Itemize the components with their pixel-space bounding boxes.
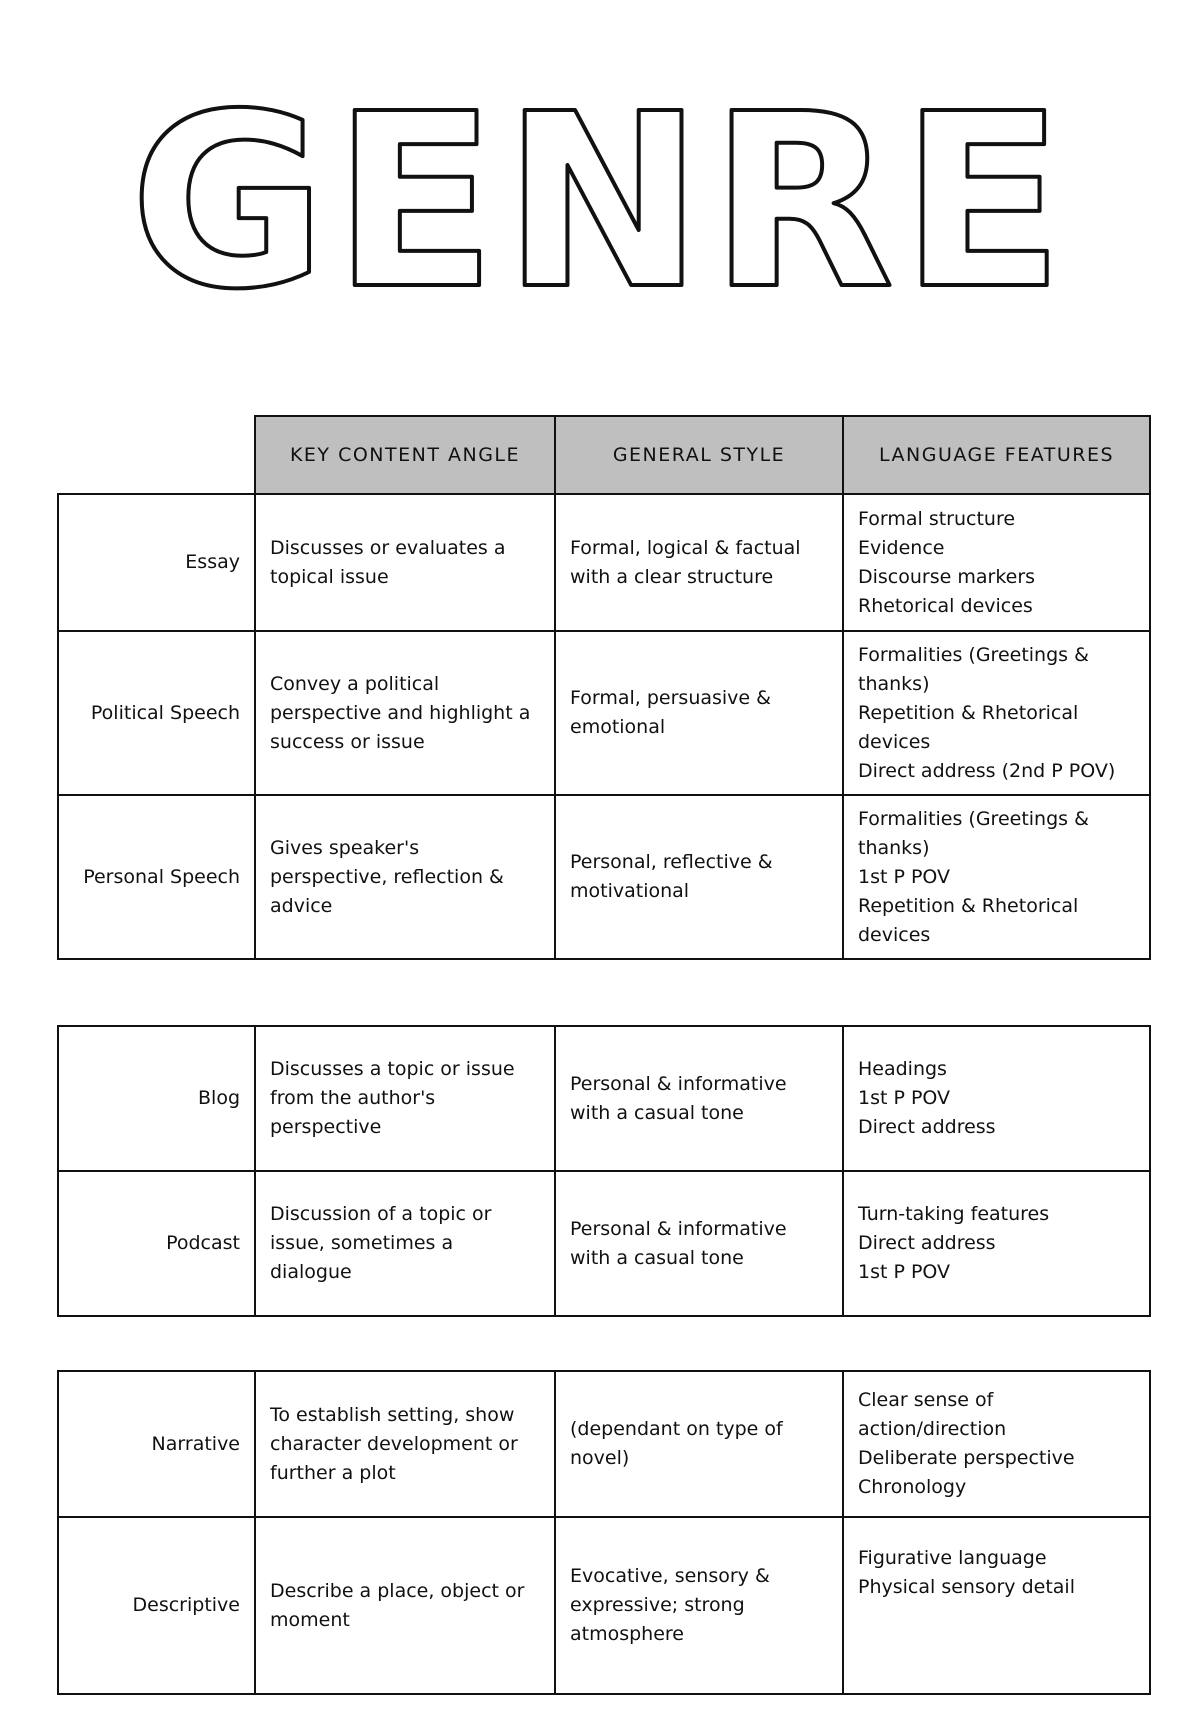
genre-label: Blog bbox=[58, 1026, 255, 1171]
table-row bbox=[58, 631, 1150, 795]
genre-label: Narrative bbox=[58, 1371, 255, 1517]
header-key-content-angle: KEY CONTENT ANGLE bbox=[255, 416, 555, 494]
language-features-cell bbox=[843, 1517, 1150, 1694]
feature-item: Headings bbox=[858, 1058, 947, 1080]
feature-item: 1st P POV bbox=[858, 1087, 951, 1109]
genre-table-2 bbox=[57, 1025, 1151, 1317]
general-style-cell: Personal & informative with a casual tone bbox=[555, 1026, 843, 1171]
genre-label: Podcast bbox=[58, 1171, 255, 1316]
general-style-cell: Personal, reflective & motivational bbox=[555, 795, 843, 959]
feature-item: Rhetorical devices bbox=[858, 594, 1033, 617]
genre-table-1 bbox=[57, 415, 1151, 960]
table-row bbox=[58, 1371, 1150, 1517]
table-row bbox=[58, 795, 1150, 959]
feature-item: Direct address (2nd P POV) bbox=[858, 759, 1116, 782]
feature-item: Formalities (Greetings & thanks) bbox=[858, 807, 1089, 859]
content-angle-cell: Gives speaker's perspective, reflection & advice bbox=[255, 795, 555, 959]
table-row bbox=[58, 1171, 1150, 1316]
language-features-cell bbox=[843, 1171, 1150, 1316]
content-angle-cell: Discussion of a topic or issue, sometimes a dialogue bbox=[255, 1171, 555, 1316]
genre-label: Personal Speech bbox=[58, 795, 255, 959]
table-row bbox=[58, 494, 1150, 631]
feature-item: Direct address bbox=[858, 1232, 996, 1254]
feature-item: 1st P POV bbox=[858, 865, 951, 888]
header-row bbox=[58, 416, 1150, 494]
general-style-cell: Evocative, sensory & expressive; strong atmosphere bbox=[555, 1517, 843, 1694]
language-features-cell bbox=[843, 631, 1150, 795]
header-general-style: GENERAL STYLE bbox=[555, 416, 843, 494]
table-row bbox=[58, 1517, 1150, 1694]
feature-item: Formalities (Greetings & thanks) bbox=[858, 643, 1089, 695]
general-style-cell: Formal, logical & factual with a clear structure bbox=[555, 494, 843, 631]
feature-item: Figurative language bbox=[858, 1547, 1047, 1569]
title-text: GENRE bbox=[129, 70, 1071, 310]
language-features-cell bbox=[843, 795, 1150, 959]
genre-label: Essay bbox=[58, 494, 255, 631]
table-row bbox=[58, 1026, 1150, 1171]
general-style-cell: Personal & informative with a casual tone bbox=[555, 1171, 843, 1316]
content-angle-cell: Convey a political perspective and highlight a success or issue bbox=[255, 631, 555, 795]
feature-item: Clear sense of action/direction bbox=[858, 1389, 1007, 1440]
genre-label: Political Speech bbox=[58, 631, 255, 795]
general-style-cell: Formal, persuasive & emotional bbox=[555, 631, 843, 795]
feature-item: 1st P POV bbox=[858, 1261, 951, 1283]
content-angle-cell: Describe a place, object or moment bbox=[255, 1517, 555, 1694]
feature-item: Repetition & Rhetorical devices bbox=[858, 894, 1079, 946]
language-features-cell bbox=[843, 1026, 1150, 1171]
content-angle-cell: Discusses a topic or issue from the author's perspective bbox=[255, 1026, 555, 1171]
feature-item: Evidence bbox=[858, 536, 945, 559]
genre-label: Descriptive bbox=[58, 1517, 255, 1694]
header-language-features: LANGUAGE FEATURES bbox=[843, 416, 1150, 494]
genre-table-3 bbox=[57, 1370, 1151, 1695]
feature-item: Physical sensory detail bbox=[858, 1576, 1075, 1598]
page-title bbox=[0, 70, 1200, 310]
language-features-cell bbox=[843, 1371, 1150, 1517]
feature-item: Formal structure bbox=[858, 507, 1016, 530]
content-angle-cell: To establish setting, show character development or further a plot bbox=[255, 1371, 555, 1517]
feature-item: Direct address bbox=[858, 1116, 996, 1138]
language-features-cell bbox=[843, 494, 1150, 631]
content-angle-cell: Discusses or evaluates a topical issue bbox=[255, 494, 555, 631]
feature-item: Deliberate perspective bbox=[858, 1447, 1075, 1469]
feature-item: Turn-taking features bbox=[858, 1203, 1050, 1225]
feature-item: Repetition & Rhetorical devices bbox=[858, 701, 1079, 753]
header-blank-cell bbox=[58, 416, 255, 494]
general-style-cell: (dependant on type of novel) bbox=[555, 1371, 843, 1517]
feature-item: Discourse markers bbox=[858, 565, 1036, 588]
feature-item: Chronology bbox=[858, 1476, 967, 1498]
